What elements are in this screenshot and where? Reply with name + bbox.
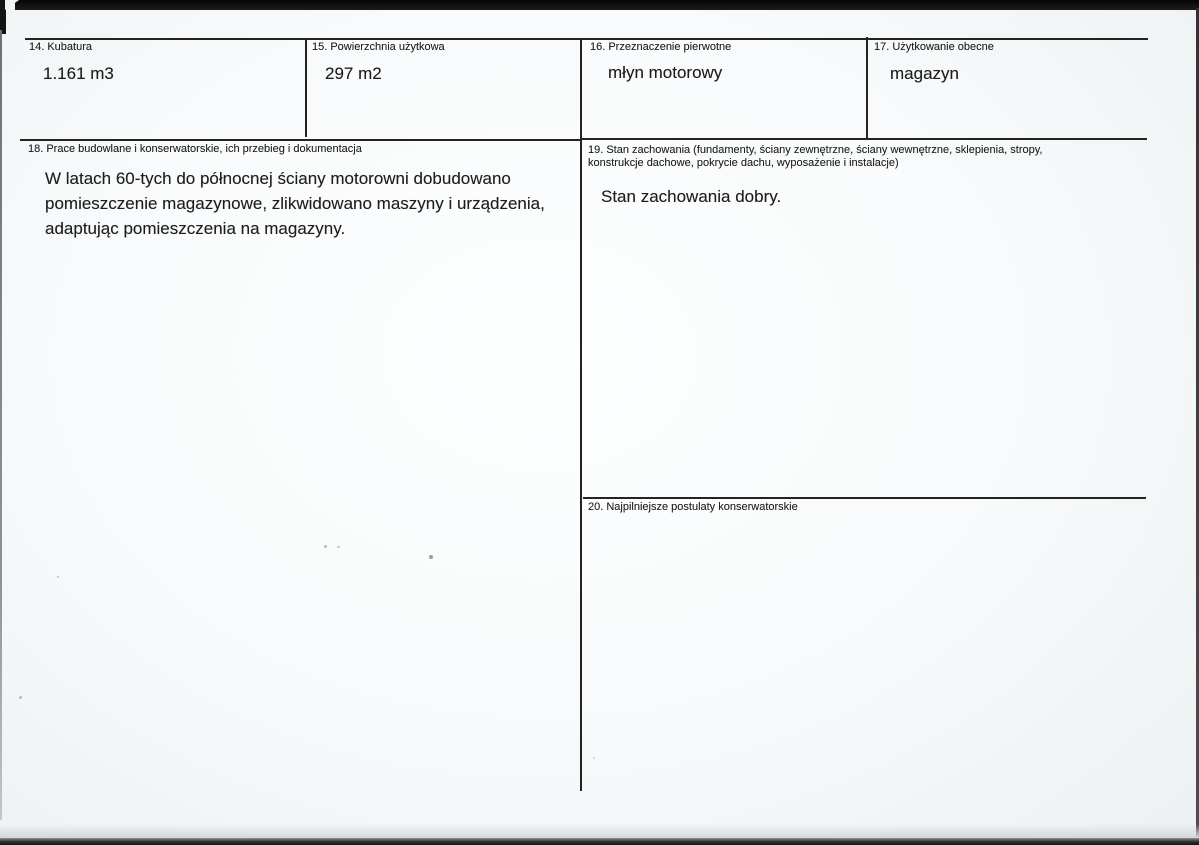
field-17-uzytkowanie-value: magazyn	[890, 64, 959, 83]
field-14-kubatura-label: 14. Kubatura	[29, 41, 92, 53]
table-rule-vertical-16-17	[866, 37, 868, 140]
scan-noise-speck	[337, 546, 340, 548]
field-18-prace-budowlane-label: 18. Prace budowlane i konserwatorskie, ich przebieg i dokumentacja	[28, 143, 362, 155]
field-16-przeznaczenie-label: 16. Przeznaczenie pierwotne	[590, 41, 732, 53]
field-19-label-line-2: konstrukcje dachowe, pokrycie dachu, wyposażenie i instalacje)	[588, 157, 899, 169]
field-19-stan-zachowania-value: Stan zachowania dobry.	[601, 187, 782, 206]
field-15-powierzchnia-label: 15. Powierzchnia użytkowa	[312, 41, 445, 53]
field-14-kubatura-value: 1.161 m3	[43, 64, 114, 83]
field-15-powierzchnia-value: 297 m2	[325, 64, 382, 83]
field-17-uzytkowanie-label: 17. Użytkowanie obecne	[874, 41, 994, 53]
field-18-value-line-1: W latach 60-tych do północnej ściany motorowni dobudowano	[45, 169, 511, 188]
scan-noise-speck	[429, 555, 433, 559]
scan-edge-top	[15, 0, 1199, 10]
table-rule-vertical-14-15	[305, 38, 307, 137]
field-18-prace-budowlane-value	[45, 166, 545, 241]
table-rule-top	[25, 38, 1148, 40]
scan-noise-speck	[57, 576, 59, 578]
field-16-przeznaczenie-value: młyn motorowy	[608, 63, 723, 82]
field-18-value-line-3: adaptując pomieszczenia na magazyny.	[45, 219, 346, 238]
field-20-postulaty-label: 20. Najpilniejsze postulaty konserwatorskie	[588, 501, 798, 513]
scan-noise-speck	[19, 696, 22, 699]
field-18-value-line-2: pomieszczenie magazynowe, zlikwidowano maszyny i urządzenia,	[45, 194, 545, 213]
field-19-label-line-1: 19. Stan zachowania (fundamenty, ściany zewnętrzne, ściany wewnętrzne, sklepienia, stropy,	[588, 144, 1043, 156]
scan-shadow-bottom	[0, 824, 1199, 838]
scan-noise-speck	[593, 757, 595, 759]
field-19-stan-zachowania-label	[588, 144, 1043, 170]
table-rule-vertical-center	[580, 38, 582, 791]
scan-edge-left	[0, 30, 2, 820]
scan-wedge-top-left	[5, 0, 19, 10]
table-rule-top-of-field-19	[582, 138, 1147, 140]
table-rule-top-of-field-20	[583, 497, 1146, 499]
table-rule-top-of-field-18	[20, 139, 581, 141]
scan-edge-bottom	[0, 838, 1199, 845]
scan-noise-speck	[324, 545, 327, 548]
